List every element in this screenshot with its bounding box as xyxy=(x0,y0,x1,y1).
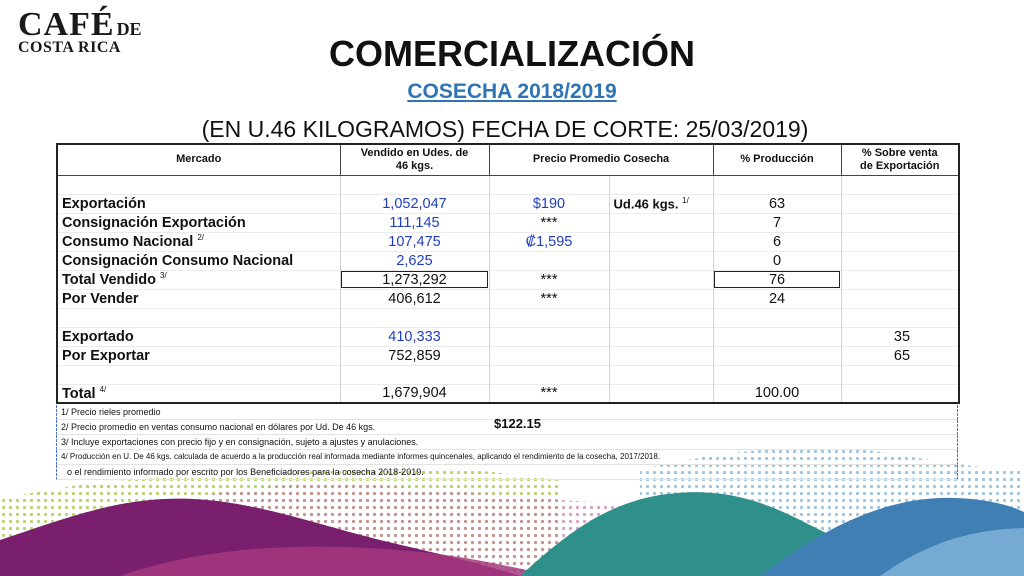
row-label: Total $^{4/}$ xyxy=(57,384,340,403)
logo-cafe-text: CAFÉ xyxy=(18,6,115,43)
vendido-cell[interactable]: 410,333 xyxy=(340,327,489,346)
table-header-row xyxy=(57,144,959,175)
sobre-cell[interactable] xyxy=(841,384,959,403)
table-row xyxy=(57,289,959,308)
header-mercado: Mercado xyxy=(57,144,340,175)
vendido-cell[interactable]: 111,145 xyxy=(340,213,489,232)
precio-cell[interactable]: *** xyxy=(489,270,609,289)
produccion-cell[interactable]: 100.00 xyxy=(713,384,841,403)
table-row xyxy=(57,346,959,365)
unit-cell[interactable] xyxy=(609,213,713,232)
precio-cell[interactable]: *** xyxy=(489,384,609,403)
spacer-row xyxy=(57,175,959,194)
sobre-cell[interactable] xyxy=(841,213,959,232)
header-produccion: % Producción xyxy=(713,144,841,175)
precio-cell[interactable]: *** xyxy=(489,289,609,308)
logo-costa-rica-text: COSTA RICA xyxy=(18,39,121,56)
header-vendido: Vendido en Udes. de 46 kgs. xyxy=(340,144,489,175)
spacer-row xyxy=(57,365,959,384)
vendido-cell[interactable]: 1,679,904 xyxy=(340,384,489,403)
produccion-cell[interactable]: 7 xyxy=(713,213,841,232)
precio-cell[interactable] xyxy=(489,251,609,270)
table-row xyxy=(57,213,959,232)
unit-cell[interactable] xyxy=(609,346,713,365)
sobre-cell[interactable] xyxy=(841,270,959,289)
produccion-cell[interactable] xyxy=(713,346,841,365)
row-label: Total Vendido $^{3/}$ xyxy=(57,270,340,289)
footnote-4: 4/ Producción en U. De 46 kgs. calculada de acuerdo a la producción real informada mediante informes quincenales, aplicando el rendimiento de la cosecha, 2017/2018. xyxy=(56,450,958,465)
precio-cell[interactable]: *** xyxy=(489,213,609,232)
vendido-cell[interactable]: 752,859 xyxy=(340,346,489,365)
vendido-cell[interactable]: 406,612 xyxy=(340,289,489,308)
footnote-1: 1/ Precio rieles promedio xyxy=(56,405,958,420)
sobre-cell[interactable] xyxy=(841,289,959,308)
unit-cell[interactable] xyxy=(609,251,713,270)
table-row-total xyxy=(57,384,959,403)
unit-cell[interactable] xyxy=(609,289,713,308)
commercialization-table xyxy=(56,143,958,404)
harvest-subtitle[interactable]: COSECHA 2018/2019 xyxy=(407,80,617,103)
precio-cell[interactable] xyxy=(489,346,609,365)
table-row xyxy=(57,270,959,289)
produccion-cell[interactable]: 24 xyxy=(713,289,841,308)
header-sobre-venta: % Sobre venta de Exportación xyxy=(841,144,959,175)
spacer-row xyxy=(57,308,959,327)
table-row xyxy=(57,232,959,251)
page-title: COMERCIALIZACIÓN xyxy=(329,33,695,74)
produccion-cell[interactable]: 6 xyxy=(713,232,841,251)
produccion-cell[interactable]: 0 xyxy=(713,251,841,270)
logo-de-text: DE xyxy=(116,19,142,39)
row-label: Consignación Exportación xyxy=(57,213,340,232)
row-label: Consignación Consumo Nacional xyxy=(57,251,340,270)
unit-cell[interactable] xyxy=(609,327,713,346)
table-row xyxy=(57,251,959,270)
row-label: Exportación xyxy=(57,194,340,213)
table-row xyxy=(57,327,959,346)
vendido-cell[interactable]: 1,273,292 xyxy=(340,270,489,289)
vendido-cell[interactable]: 1,052,047 xyxy=(340,194,489,213)
row-label: Por Exportar xyxy=(57,346,340,365)
produccion-cell[interactable] xyxy=(713,327,841,346)
vendido-cell[interactable]: 2,625 xyxy=(340,251,489,270)
footnote-2-value[interactable]: $122.15 xyxy=(494,416,541,431)
produccion-cell[interactable]: 76 xyxy=(713,270,841,289)
units-and-cutoff-date: (EN U.46 KILOGRAMOS) FECHA DE CORTE: 25/03/2019) xyxy=(201,116,809,142)
unit-cell[interactable] xyxy=(609,384,713,403)
row-label: Consumo Nacional $^{2/}$ xyxy=(57,232,340,251)
footnote-2: 2/ Precio promedio en ventas consumo nacional en dólares por Ud. De 46 kgs. $122.15 xyxy=(56,420,958,435)
header-precio: Precio Promedio Cosecha xyxy=(489,144,713,175)
footnotes xyxy=(56,405,958,480)
sobre-cell[interactable] xyxy=(841,232,959,251)
precio-cell[interactable]: ₡1,595 xyxy=(489,232,609,251)
vendido-cell[interactable]: 107,475 xyxy=(340,232,489,251)
produccion-cell[interactable]: 63 xyxy=(713,194,841,213)
row-label: Exportado xyxy=(57,327,340,346)
precio-cell[interactable] xyxy=(489,327,609,346)
unit-cell[interactable] xyxy=(609,232,713,251)
footnote-4-continued: o el rendimiento informado por escrito por los Beneficiadores para la cosecha 2018-2019. xyxy=(56,465,958,480)
unit-cell[interactable]: Ud.46 kgs. $^{1/}$ xyxy=(609,194,713,213)
unit-cell[interactable] xyxy=(609,270,713,289)
sobre-cell[interactable]: 35 xyxy=(841,327,959,346)
table-row xyxy=(57,194,959,213)
sobre-cell[interactable] xyxy=(841,251,959,270)
row-label: Por Vender xyxy=(57,289,340,308)
sobre-cell[interactable]: 65 xyxy=(841,346,959,365)
sobre-cell[interactable] xyxy=(841,194,959,213)
footnote-3: 3/ Incluye exportaciones con precio fijo y en consignación, sujeto a ajustes y anulaciones. xyxy=(56,435,958,450)
precio-cell[interactable]: $190 xyxy=(489,194,609,213)
